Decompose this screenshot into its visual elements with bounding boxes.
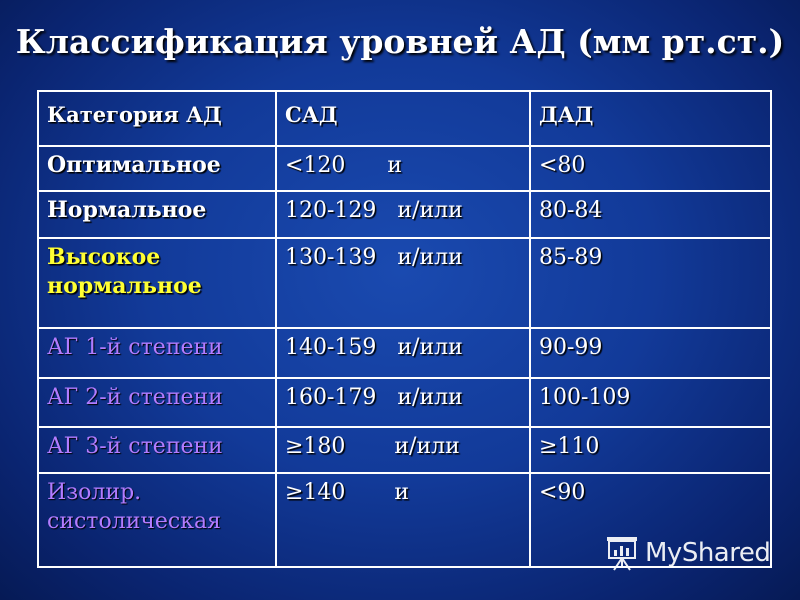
table-row <box>38 378 771 427</box>
sad-cell: ≥180 и/или <box>276 427 530 473</box>
sad-cell: 160-179 и/или <box>276 378 530 427</box>
myshared-watermark <box>605 534 770 572</box>
dad-cell: <90 <box>530 473 771 567</box>
table-row <box>38 238 771 328</box>
dad-cell: ≥110 <box>530 427 771 473</box>
table-row <box>38 146 771 191</box>
header-dad: ДАД <box>530 91 771 146</box>
category-cell: Высокое нормальное <box>38 238 276 328</box>
dad-cell: 100-109 <box>530 378 771 427</box>
table-row <box>38 328 771 378</box>
category-cell: Оптимальное <box>38 146 276 191</box>
sad-cell: 130-139 и/или <box>276 238 530 328</box>
header-category: Категория АД <box>38 91 276 146</box>
sad-cell: ≥140 и <box>276 473 530 567</box>
dad-cell: 90-99 <box>530 328 771 378</box>
table-row <box>38 427 771 473</box>
presentation-board-icon <box>605 534 639 572</box>
watermark-text: MyShared <box>645 538 771 568</box>
sad-cell: 140-159 и/или <box>276 328 530 378</box>
sad-cell: 120-129 и/или <box>276 191 530 238</box>
header-sad: САД <box>276 91 530 146</box>
bp-classification-table-container <box>37 90 772 568</box>
sad-cell: <120 и <box>276 146 530 191</box>
category-cell: АГ 3-й степени <box>38 427 276 473</box>
table-header-row <box>38 91 771 146</box>
category-cell: Нормальное <box>38 191 276 238</box>
slide-title: Классификация уровней АД (мм рт.ст.) <box>15 22 785 61</box>
category-cell: АГ 2-й степени <box>38 378 276 427</box>
category-cell: АГ 1-й степени <box>38 328 276 378</box>
dad-cell: 85-89 <box>530 238 771 328</box>
bp-classification-table <box>37 90 772 568</box>
dad-cell: 80-84 <box>530 191 771 238</box>
dad-cell: <80 <box>530 146 771 191</box>
category-cell: Изолир. систолическая <box>38 473 276 567</box>
table-row <box>38 191 771 238</box>
